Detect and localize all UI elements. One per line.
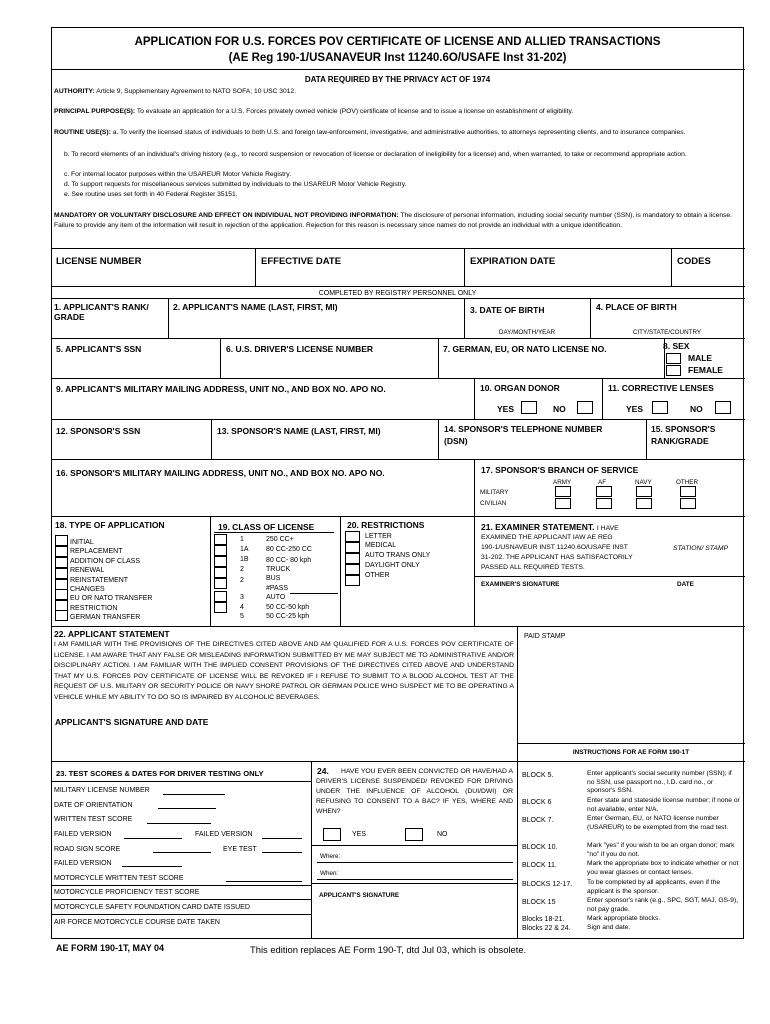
instruction-block: BLOCK 10. (522, 844, 558, 851)
divider (474, 576, 745, 577)
examiner-line: EXAMINED THE APPLICANT IAW AE REG (481, 534, 613, 541)
af-course-label: AIR FORCE MOTORCYCLE COURSE DATE TAKEN (54, 919, 220, 926)
f4-hint: CITY/STATE/COUNTRY (632, 329, 702, 336)
class-desc: TRUCK (266, 566, 291, 573)
other-restriction-checkbox[interactable] (345, 575, 360, 586)
civilian-label: CIVILIAN (480, 500, 507, 507)
f17-label: 17. SPONSOR'S BRANCH OF SERVICE (481, 465, 639, 475)
class-desc: 80 CC-250 CC (266, 546, 312, 553)
q24-signature-label: APPLICANT'S SIGNATURE (319, 892, 400, 899)
renewal-checkbox[interactable] (55, 568, 68, 579)
where-line[interactable] (317, 862, 513, 863)
divider (51, 378, 745, 379)
moto-safety-label: MOTORCYCLE SAFETY FOUNDATION CARD DATE ISSUED (54, 904, 250, 911)
divider (311, 883, 517, 884)
f10-label: 10. ORGAN DONOR (480, 383, 560, 393)
female-label: FEMALE (688, 365, 723, 375)
q24-no-label: NO (437, 831, 448, 838)
other-civilian-checkbox[interactable] (680, 498, 696, 509)
lens-no-label: NO (690, 404, 703, 414)
class-code: 1B (240, 556, 249, 563)
f15-label: 15. SPONSOR'S (651, 424, 716, 434)
class-desc: AUTO (266, 594, 286, 601)
f14-label-2: (DSN) (444, 436, 468, 446)
examiner-date-label: DATE (677, 581, 694, 588)
divider (474, 516, 475, 626)
failed-version-line[interactable] (124, 838, 182, 839)
class-code: 2 (240, 577, 244, 584)
divider (51, 459, 745, 460)
divider (51, 516, 745, 517)
orientation-line[interactable] (158, 808, 216, 809)
lens-yes-checkbox[interactable] (652, 401, 668, 414)
failed-version-label: FAILED VERSION (54, 831, 112, 838)
class-3-checkbox[interactable] (214, 591, 227, 602)
class-code: 1 (240, 536, 244, 543)
army-label: ARMY (553, 479, 572, 486)
instruction-text: Enter state and stateside license number; if none or not available, enter N/A. (587, 797, 740, 813)
f7-label: 7. GERMAN, EU, OR NATO LICENSE NO. (443, 344, 607, 354)
registry-note: COMPLETED BY REGISTRY PERSONNEL ONLY (318, 290, 477, 297)
divider (464, 248, 465, 286)
instruction-text: To be completed by all applicants, even if the applicant is the sponsor. (587, 879, 721, 895)
f8-label: 8. SEX (663, 341, 690, 351)
organ-no-checkbox[interactable] (577, 401, 593, 414)
f3-hint: DAY/MONTH/YEAR (498, 329, 556, 336)
f21-label: 21. EXAMINER STATEMENT. I HAVE (481, 522, 619, 532)
divider (646, 419, 647, 459)
restriction-item: OTHER (365, 572, 390, 579)
q24-no-checkbox[interactable] (405, 828, 423, 841)
examiner-line: 190-1/USNAVEUR INST 11240.6O/USAFE INST (481, 544, 628, 551)
divider (51, 248, 745, 249)
instruction-text: Enter sponsor's rank (e.g., SPC, SGT, MAJ, GS-9), not pay grade. (587, 897, 739, 913)
eye-test-label: EYE TEST (223, 846, 257, 853)
replacement-checkbox[interactable] (55, 546, 68, 557)
letter-checkbox[interactable] (345, 531, 360, 542)
initial-checkbox[interactable] (55, 535, 68, 546)
instruction-block: BLOCK 7. (522, 817, 554, 824)
applicant-signature-date-label: APPLICANT'S SIGNATURE AND DATE (55, 717, 209, 727)
f9-label: 9. APPLICANT'S MILITARY MAILING ADDRESS, UNIT NO., AND BOX NO. APO NO. (56, 384, 386, 394)
class-desc: 50 CC-25 kph (266, 613, 310, 620)
divider (517, 626, 518, 761)
addition-checkbox[interactable] (55, 557, 68, 568)
f11-label: 11. CORRECTIVE LENSES (608, 383, 714, 393)
expiration-date-label: EXPIRATION DATE (470, 256, 556, 267)
restriction-item: AUTO TRANS ONLY (365, 552, 431, 559)
orientation-label: DATE OF ORIENTATION (54, 802, 133, 809)
privacy-routine-c: c. For internal locator purposes within the USAREUR Motor Vehicle Registry. (64, 171, 291, 178)
navy-civilian-checkbox[interactable] (636, 498, 652, 509)
codes-label: CODES (677, 256, 711, 267)
instruction-block: BLOCKS 12-17. (522, 881, 573, 888)
examiner-signature-label: EXAMINER'S SIGNATURE (481, 581, 560, 588)
where-label: Where: (320, 853, 341, 860)
class-1b-checkbox[interactable] (214, 556, 227, 567)
f13-label: 13. SPONSOR'S NAME (LAST, FIRST, MI) (217, 426, 381, 436)
instruction-block: BLOCK 6 (522, 799, 552, 806)
q24-text: HAVE YOU EVER BEEN CONVICTED OR HAVE/HAD A DRIVER'S LICENSE SUSPENDED/ REVOKED FOR DRIVING UNDER THE INFLUENCE OF ALCOHOL (DUI/DWI) OR REFUSING TO CONSENT TO A BAC? IF YES, WHERE AND WHEN? (316, 768, 513, 815)
class-2-bus-checkbox[interactable] (214, 578, 227, 589)
f1-label-2: GRADE (54, 312, 85, 322)
class-1a-checkbox[interactable] (214, 545, 227, 556)
when-label: When: (320, 870, 339, 877)
restriction-item: MEDICAL (365, 542, 397, 549)
organ-yes-label: YES (497, 404, 515, 414)
privacy-routine-d: d. To support requests for miscellaneous services submitted by individuals to the USAREUR Motor Vehicle Registry. (64, 181, 407, 188)
examiner-line: 31-202. THE APPLICANT HAS SATISFACTORILY (481, 554, 633, 561)
f3-label: 3. DATE OF BIRTH (470, 305, 545, 315)
divider (602, 378, 603, 419)
class-desc: 80 CC- 80 kph (266, 557, 312, 564)
divider (517, 761, 518, 939)
divider (255, 248, 256, 286)
divider (311, 845, 517, 846)
class-desc: #PASS (266, 585, 289, 592)
instruction-text: Sign and date. (587, 924, 631, 931)
failed-version-line[interactable] (262, 838, 302, 839)
changes-checkbox[interactable] (55, 589, 68, 600)
class-desc: 50 CC-50 kph (266, 604, 310, 611)
moto-written-label: MOTORCYCLE WRITTEN TEST SCORE (54, 875, 184, 882)
type-item: RESTRICTION (70, 605, 118, 612)
instruction-block: BLOCK 11. (522, 862, 557, 869)
instruction-text: Enter applicant's social security number (SSN); if no SSN, use passport no., I.D. card no., or sponsor's SSN. (587, 770, 732, 795)
navy-military-checkbox[interactable] (636, 486, 652, 497)
medical-checkbox[interactable] (345, 542, 360, 553)
navy-label: NAVY (635, 479, 652, 486)
divider (51, 419, 745, 420)
class-code: 5 (240, 613, 244, 620)
f23-label: 23. TEST SCORES & DATES FOR DRIVER TESTING ONLY (56, 769, 264, 778)
male-label: MALE (688, 353, 713, 363)
written-score-line[interactable] (147, 823, 211, 824)
organ-yes-checkbox[interactable] (521, 401, 537, 414)
divider (51, 914, 311, 915)
military-label: MILITARY (480, 489, 509, 496)
edition-note: This edition replaces AE Form 190-T, dtd Jul 03, which is obsolete. (250, 944, 527, 955)
failed-version-label: FAILED VERSION (195, 831, 253, 838)
divider (220, 338, 221, 378)
f22-label: 22. APPLICANT STATEMENT (54, 629, 170, 639)
divider (51, 626, 745, 627)
type-item: GERMAN TRANSFER (70, 614, 141, 621)
f14-label: 14. SPONSOR'S TELEPHONE NUMBER (444, 424, 603, 434)
divider (210, 516, 211, 626)
instruction-text: Mark appropriate blocks. (587, 915, 661, 922)
f15-label-2: RANK/GRADE (651, 436, 709, 446)
class-1-checkbox[interactable] (214, 534, 227, 545)
divider (51, 899, 311, 900)
daylight-checkbox[interactable] (345, 564, 360, 575)
pass-line (290, 593, 338, 594)
instruction-block: BLOCK 5. (522, 772, 554, 779)
instructions-heading: INSTRUCTIONS FOR AE FORM 190-1T (572, 749, 690, 756)
auto-trans-checkbox[interactable] (345, 553, 360, 564)
type-item: INITIAL (70, 539, 94, 546)
divider (517, 743, 745, 744)
divider (211, 419, 212, 459)
f12-label: 12. SPONSOR'S SSN (56, 426, 141, 436)
mil-license-label: MILITARY LICENSE NUMBER (54, 787, 150, 794)
f2-label: 2. APPLICANT'S NAME (LAST, FIRST, MI) (173, 302, 338, 312)
divider (438, 419, 439, 459)
moto-prof-label: MOTORCYCLE PROFICIENCY TEST SCORE (54, 889, 200, 896)
divider (474, 459, 475, 516)
divider (51, 298, 745, 299)
other-military-checkbox[interactable] (680, 486, 696, 497)
privacy-purpose: PRINCIPAL PURPOSE(S): To evaluate an application for a U.S. Forces privately owned vehicle (POV) certificate of license and to issue a license on establishment of eligibility. (54, 108, 574, 115)
f19-label: 19. CLASS OF LICENSE (218, 522, 315, 532)
eye-test-line[interactable] (262, 852, 302, 853)
class-desc: BUS (266, 575, 281, 582)
privacy-mandatory: MANDATORY OR VOLUNTARY DISCLOSURE AND EFFECT ON INDIVIDUAL NOT PROVIDING INFORMATION: The disclosure of personal information, including social security number (SSN), is mandatory to obtain a license. Failure to provide any item of the information will result in rejection of the application. Rejection for this reason is necessary since names do not provide an individual with a unique identification. (54, 212, 732, 229)
class-code: 4 (240, 604, 244, 611)
army-civilian-checkbox[interactable] (555, 498, 571, 509)
instruction-text: Mark the appropriate box to indicate whether or not you wear glasses or contact lenses. (587, 860, 739, 876)
lens-no-checkbox[interactable] (715, 401, 731, 414)
f20-label: 20. RESTRICTIONS (347, 520, 425, 530)
instruction-block: BLOCK 15 (522, 899, 556, 906)
male-checkbox[interactable] (666, 353, 681, 364)
type-item: CHANGES (70, 586, 105, 593)
divider (51, 338, 745, 339)
q24-yes-checkbox[interactable] (323, 828, 341, 841)
divider (51, 761, 745, 762)
license-number-label: LICENSE NUMBER (56, 256, 142, 267)
divider (311, 761, 312, 939)
moto-written-line[interactable] (226, 881, 302, 882)
station-stamp-label: STATION/ STAMP (673, 545, 729, 552)
divider (671, 248, 672, 286)
effective-date-label: EFFECTIVE DATE (261, 256, 342, 267)
type-item: EU OR NATO TRANSFER (70, 595, 153, 602)
restriction-item: DAYLIGHT ONLY (365, 562, 420, 569)
written-score-label: WRITTEN TEST SCORE (54, 816, 133, 823)
divider (438, 338, 439, 378)
class-code: 1A (240, 546, 249, 553)
instruction-block: Blocks 22 & 24. (522, 925, 571, 932)
army-military-checkbox[interactable] (555, 486, 571, 497)
f5-label: 5. APPLICANT'S SSN (56, 344, 142, 354)
class-2-checkbox[interactable] (214, 567, 227, 578)
examiner-line: PASSED ALL REQUIRED TESTS. (481, 564, 585, 571)
lens-yes-label: YES (626, 404, 644, 414)
type-item: REPLACEMENT (70, 548, 123, 555)
road-sign-label: ROAD SIGN SCORE (54, 846, 121, 853)
q24-num: 24. (317, 766, 329, 776)
road-sign-line[interactable] (153, 852, 211, 853)
f18-label: 18. TYPE OF APPLICATION (55, 520, 165, 530)
af-label: AF (598, 479, 607, 486)
female-checkbox[interactable] (666, 365, 681, 376)
form-subtitle: (AE Reg 190-1/USANAVEUR Inst 11240.6O/USAFE Inst 31-202) (228, 52, 567, 64)
af-civilian-checkbox[interactable] (596, 498, 612, 509)
failed-version-line[interactable] (122, 866, 182, 867)
type-item: RENEWAL (70, 567, 105, 574)
restriction-checkbox[interactable] (55, 610, 68, 621)
divider (474, 378, 475, 419)
divider (340, 516, 341, 626)
applicant-statement-text: I AM FAMILIAR WITH THE PROVISIONS OF THE DIRECTIVES CITED ABOVE AND AM QUALIFIED FOR A U.S. FORCES POV CERTIFICATE OF LICENSE. I AM AWARE THAT ANY FALSE OR MISLEADING INFORMATION SUBMITTED BY ME MAY SUBJECT ME TO ADMINISTRATIVE AND/OR DISCIPLINARY ACTION. I AM FAMILIAR WITH THE IMPLIED CONSENT PROVISIONS OF THE DIRECTIVES CITED ABOVE AND UNDERSTAND THAT MY U.S. FORCES POV CERTIFICATE OF LICENSE WILL BE REVOKED IF I REFUSE TO SUBMIT TO A BLOOD ALCOHOL TEST AT THE REQUEST OF U.S. MILITARY OR SECURITY POLICE OR NAVY SHORE PATROL OR GERMAN POLICE WHO SUSPECT ME TO BE OPERATING A VEHICLE WHILE MY ABILITY TO DO SO IS IMPAIRED BY ALCOHOLIC BEVERAGES. (54, 641, 514, 701)
privacy-routine-e: e. See routine uses set forth in 40 Federal Register 35151. (64, 191, 238, 198)
type-item: ADDITION OF CLASS (70, 558, 141, 565)
paid-stamp-label: PAID STAMP (524, 633, 566, 640)
q24-yes-label: YES (352, 831, 367, 838)
mil-license-line[interactable] (163, 794, 225, 795)
divider (51, 69, 745, 70)
instruction-text: Mark "yes" if you wish to be an organ donor; mark "no" if you do not. (587, 842, 735, 858)
instruction-text: Enter German, EU, or NATO license number (USAREUR) to be exempted from the road test. (587, 815, 729, 831)
organ-no-label: NO (553, 404, 566, 414)
f1-label: 1. APPLICANT'S RANK/ (54, 302, 149, 312)
class-code: 3 (240, 594, 244, 601)
class-code: 2 (240, 566, 244, 573)
instruction-block: Blocks 18-21. (522, 916, 565, 923)
f16-label: 16. SPONSOR'S MILITARY MAILING ADDRESS, UNIT NO., AND BOX NO. APO NO. (56, 468, 385, 478)
f4-label: 4. PLACE OF BIRTH (596, 302, 677, 312)
divider (214, 532, 334, 533)
privacy-authority: AUTHORITY: Article 9, Supplementary Agreement to NATO SOFA; 10 USC 3012. (54, 88, 296, 95)
class-desc: 250 CC+ (266, 536, 294, 543)
divider (168, 298, 169, 338)
when-line[interactable] (317, 879, 513, 880)
privacy-routine: ROUTINE USE(S): a. To verify the licensed status of individuals to both U.S. and foreign law-enforcement, investigative, and administrative authorities, to attorneys representing clients, and to insurance companies. (54, 129, 686, 136)
f6-label: 6. U.S. DRIVER'S LICENSE NUMBER (226, 344, 374, 354)
form-title: APPLICATION FOR U.S. FORCES POV CERTIFICATE OF LICENSE AND ALLIED TRANSACTIONS (134, 36, 661, 48)
divider (51, 885, 311, 886)
privacy-heading: DATA REQUIRED BY THE PRIVACY ACT OF 1974 (304, 75, 491, 84)
privacy-routine-b: b. To record elements of an individual's driving history (e.g., to record suspension or revocation of license or declaration of ineligibility for a license) and, when warranted, to take or recommend appropriate action. (64, 151, 687, 158)
divider (51, 781, 311, 782)
divider (51, 286, 745, 287)
af-military-checkbox[interactable] (596, 486, 612, 497)
form-id: AE FORM 190-1T, MAY 04 (56, 943, 165, 953)
class-4-checkbox[interactable] (214, 602, 227, 613)
type-item: REINSTATEMENT (70, 577, 129, 584)
restriction-item: LETTER (365, 533, 392, 540)
failed-version-label: FAILED VERSION (54, 860, 112, 867)
other-branch-label: OTHER (676, 479, 699, 486)
